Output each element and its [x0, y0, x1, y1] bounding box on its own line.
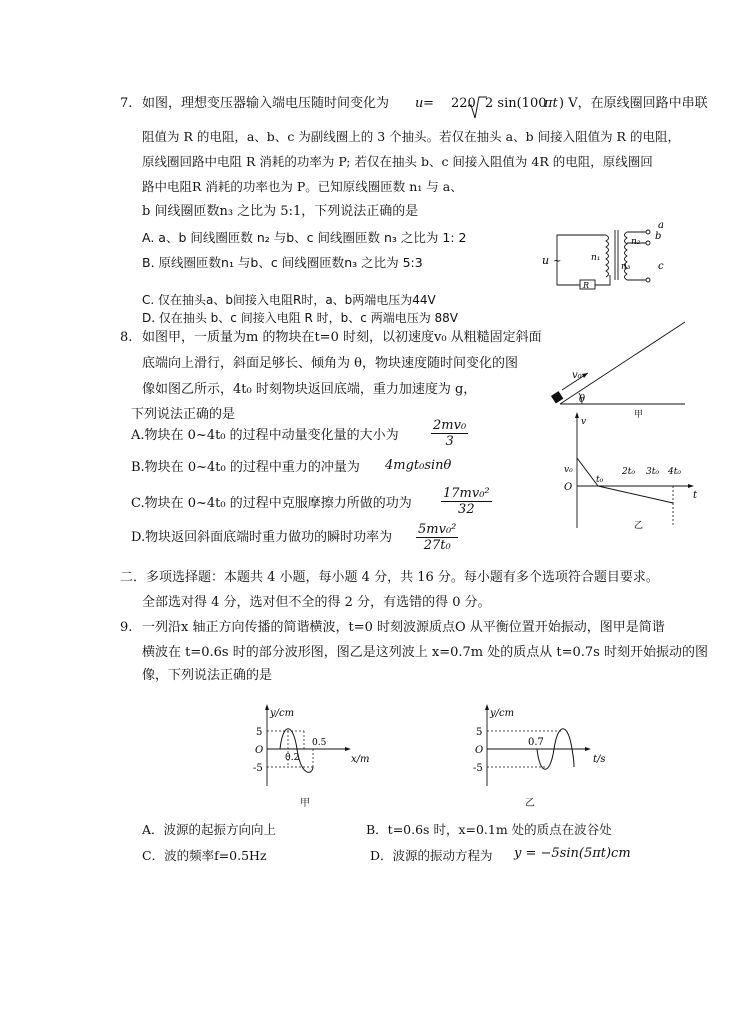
- q8-a-denominator: 3: [445, 434, 454, 449]
- q7-line1-end: ) V，在原线圈回路中串联: [559, 96, 708, 111]
- fig9b-x-axis-label: t/s: [593, 754, 606, 765]
- fig8-t0-tick: t₀: [596, 475, 604, 485]
- q8-line2: 底端向上滑行，斜面足够长、倾角为 θ，物块速度随时间变化的图: [142, 356, 518, 371]
- ac-source-icon: ~: [553, 256, 562, 267]
- q9-jia-caption: 甲: [300, 798, 310, 809]
- fig7-c-label: c: [658, 261, 664, 272]
- q8-line3: 像如图乙所示，4t₀ 时刻物块返回底端，重力加速度为 g，: [142, 382, 477, 397]
- fig9b-tick-neg5: -5: [473, 763, 483, 774]
- fig8-4t0-tick: 4t₀: [668, 467, 681, 477]
- q9-option-d: D．波源的振动方程为: [370, 848, 493, 863]
- fig9b-origin: O: [475, 745, 484, 756]
- q8-option-d: D.物块返回斜面底端时重力做功的瞬时功率为: [131, 530, 393, 545]
- fig9a-tick-5: 5: [256, 727, 263, 738]
- q8-c-denominator: 32: [458, 502, 475, 517]
- q7-line1-text: 如图，理想变压器输入端电压随时间变化为: [142, 96, 390, 111]
- q9-waveform-graph: [250, 702, 380, 792]
- q7-line3: 原线圈回路中电阻 R 消耗的功率为 P; 若仅在抽头 b、c 间接入阻值为 4R 的电阻，原线圈回: [142, 154, 653, 169]
- fig9a-tick-0.5: 0.5: [312, 738, 327, 748]
- q8-d-fraction: [416, 522, 458, 553]
- q8-a-numerator: 2mv₀: [433, 418, 467, 433]
- q7-pit: πt: [544, 96, 558, 111]
- q8-d-numerator: 5mv₀²: [418, 522, 457, 537]
- fig7-a-label: a: [658, 220, 664, 231]
- q7-line2: 阻值为 R 的电阻，a、b、c 为副线圈上的 3 个抽头。若仅在抽头 a、b 间接入阻值为 R 的电阻，: [142, 129, 680, 144]
- q9-line2: 横波在 t=0.6s 时的部分波形图，图乙是这列波上 x=0.7m 处的质点从 t=0.7s 时刻开始振动的图: [142, 645, 708, 660]
- fig8-theta-label: θ: [579, 394, 586, 405]
- fig7-n2-label: n₂: [631, 237, 641, 247]
- q7-u-symbol: u: [415, 96, 424, 111]
- q9-line1: 一列沿x 轴正方向传播的简谐横波，t=0 时刻波源质点O 从平衡位置开始振动，图甲是简谐: [142, 620, 665, 635]
- fig7-n1-label: n₁: [591, 253, 601, 263]
- q7-number: 7.: [120, 96, 133, 111]
- q9-option-a: A．波源的起振方向向上: [142, 822, 277, 837]
- q8-option-c: C.物块在 0~4t₀ 的过程中克服摩擦力所做的功为: [131, 496, 412, 511]
- fig9b-tick-5: 5: [476, 727, 483, 738]
- q9-yi-caption: 乙: [525, 798, 535, 809]
- q9-vibration-graph: [470, 702, 610, 792]
- q8-line4: 下列说法正确的是: [131, 407, 236, 422]
- q7-line5: b 间线圈匝数n₃ 之比为 5:1，下列说法正确的是: [142, 204, 419, 219]
- q7-line4: 路中电阻R 消耗的功率也为 P。已知原线圈匝数 n₁ 与 a、: [142, 179, 463, 194]
- q9-option-c: C．波的频率f=0.5Hz: [142, 848, 267, 863]
- q8-number: 8.: [120, 330, 133, 345]
- q9-option-b: B．t=0.6s 时，x=0.1m 处的质点在波谷处: [366, 822, 612, 837]
- fig7-r-label: R: [583, 281, 590, 290]
- q9-d-equation: y = −5sin(5πt)cm: [514, 846, 631, 861]
- q7-equals: =: [423, 96, 434, 111]
- fig8-v0-tick: v₀: [564, 465, 573, 475]
- fig8-3t0-tick: 3t₀: [646, 467, 659, 477]
- q8-c-numerator: 17mv₀²: [443, 486, 490, 501]
- fig9a-origin: O: [255, 745, 264, 756]
- fig8-v-axis-label: v: [581, 417, 587, 427]
- q8-a-fraction: [431, 418, 468, 449]
- q7-option-d: D. 仅在抽头 b、c 间接入电阻 R 时，b、c 两端电压为 88V: [142, 311, 459, 325]
- fig9a-y-axis-label: y/cm: [270, 708, 295, 719]
- q9-number: 9.: [120, 620, 133, 635]
- q7-option-a: A. a、b 间线圈匝数 n₂ 与b、c 间线圈匝数 n₃ 之比为 1: 2: [142, 230, 467, 245]
- fig8-jia-caption: 甲: [634, 410, 644, 420]
- fig7-n3-label: n₃: [621, 262, 631, 272]
- q8-b-value: 4mgt₀sinθ: [385, 458, 452, 473]
- fig8-v0-label: v₀: [572, 370, 582, 381]
- fig9b-y-axis-label: y/cm: [490, 708, 515, 719]
- q8-c-fraction: [441, 486, 492, 517]
- q8-option-a: A.物块在 0~4t₀ 的过程中动量变化量的大小为: [131, 428, 399, 443]
- section2-heading: 二．多项选择题：本题共 4 小题，每小题 4 分，共 16 分。每小题有多个选项符合题目要求。: [120, 570, 659, 585]
- fig8-2t0-tick: 2t₀: [622, 467, 635, 477]
- q7-voltage-220: 220: [451, 96, 476, 111]
- fig7-b-label: b: [655, 231, 662, 242]
- fig9a-tick-neg5: -5: [253, 763, 263, 774]
- fig9b-tick-0.7: 0.7: [528, 737, 544, 748]
- q7-option-b: B. 原线圈匝数n₁ 与b、c 间线圈匝数n₃ 之比为 5:3: [142, 255, 423, 270]
- fig8-origin: O: [564, 482, 573, 493]
- fig8-t-axis-label: t: [693, 490, 698, 501]
- q7-sin-term: 2 sin(100: [485, 96, 547, 111]
- fig8-yi-caption: 乙: [634, 521, 644, 531]
- fig9a-x-axis-label: x/m: [351, 754, 370, 765]
- q8-option-b: B.物块在 0~4t₀ 的过程中重力的冲量为: [131, 460, 360, 475]
- q8-d-denominator: 27t₀: [423, 538, 451, 553]
- q7-transformer-figure: [540, 218, 670, 293]
- q8-line1: 如图甲，一质量为m 的物块在t=0 时刻，以初速度v₀ 从粗糙固定斜面: [142, 330, 542, 345]
- q8-incline-figure: [550, 320, 690, 420]
- fig9a-tick-0.2: 0.2: [285, 753, 300, 763]
- q8-vt-graph: [560, 410, 700, 530]
- q7-option-c: C. 仅在抽头a、b间接入电阻R时，a、b两端电压为44V: [142, 293, 436, 307]
- q9-line3: 像，下列说法正确的是: [142, 668, 273, 683]
- section2-scoring: 全部选对得 4 分，选对但不全的得 2 分，有选错的得 0 分。: [142, 595, 491, 610]
- fig7-u-label: u: [542, 254, 550, 267]
